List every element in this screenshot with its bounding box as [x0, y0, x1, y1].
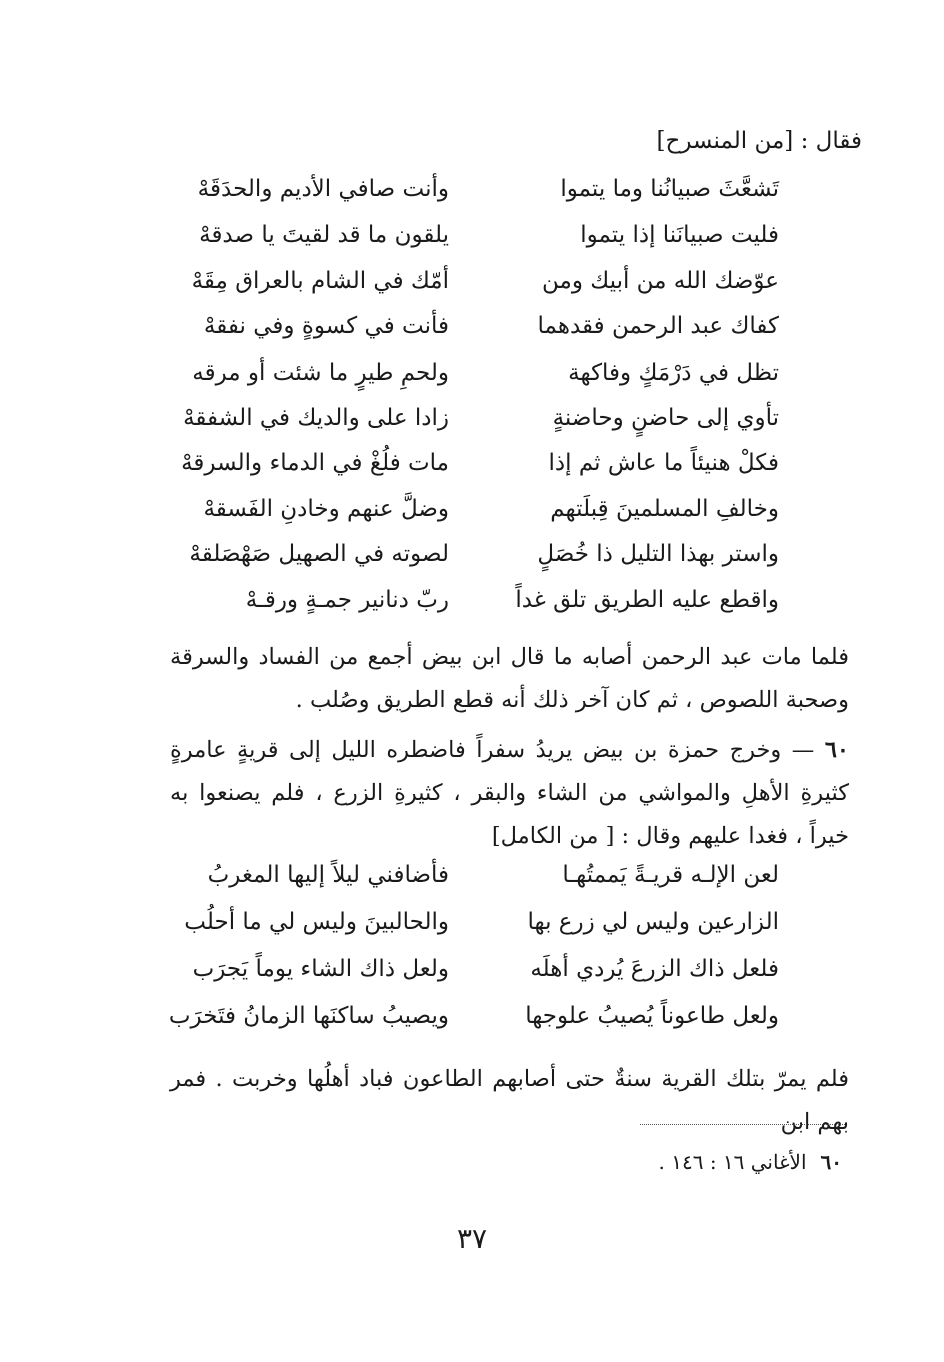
verse [204, 496, 779, 522]
verse-second-hemistich: فأنت في كسوةٍ وفي نفقهْ [203, 313, 449, 339]
paragraph-text: فلم يمرّ بتلك القرية سنةٌ حتى أصابهم الطاعون فباد أهلُها وخربت . فمر بهم ابن [170, 1066, 849, 1135]
verse-first-hemistich: ولعل طاعوناً يُصيبُ علوجها [525, 1003, 779, 1029]
verse-first-hemistich: واقطع عليه الطريق تلق غداً [515, 587, 779, 613]
paragraph-number: ٦٠ [824, 737, 849, 763]
verse [204, 587, 779, 613]
verse [179, 862, 779, 888]
verse-first-hemistich: فكلْ هنيئاً ما عاش ثم إذا [548, 450, 779, 476]
footnote-separator [640, 1124, 845, 1125]
verse-second-hemistich: لصوته في الصهيل صَهْصَلقهْ [189, 541, 449, 567]
paragraph [170, 1058, 849, 1144]
paragraph-text: فلما مات عبد الرحمن أصابه ما قال ابن بيض أجمع من الفساد والسرقة وصحبة اللصوص ، ثم كان آخر ذلك أنه قطع الطريق وصُلب . [170, 644, 849, 713]
verse [189, 541, 779, 567]
verse-first-hemistich: تَشعَّثَ صبيانُنا وما يتموا [560, 176, 779, 202]
verse-first-hemistich: عوّضك الله من أبيك ومن [542, 268, 779, 294]
verse-second-hemistich: يلقون ما قد لقيتَ يا صدقهْ [199, 222, 449, 248]
verse-first-hemistich: فلعل ذاك الزرعَ يُردي أهلَه [530, 956, 779, 982]
verse-second-hemistich: ولعل ذاك الشاء يوماً يَجرَب [192, 956, 449, 982]
verse [181, 450, 779, 476]
verse-second-hemistich: وأنت صافي الأديم والحدَقَهْ [197, 176, 449, 202]
verse-second-hemistich: ولحمِ طيرٍ ما شئت أو مرقه [192, 360, 449, 386]
verse-second-hemistich: مات فلُغْ في الدماء والسرقهْ [181, 450, 449, 476]
page-number: ٣٧ [456, 1222, 488, 1255]
poem-intro: فقال : [من المنسرح] [656, 128, 862, 154]
verse-first-hemistich: وخالفِ المسلمينَ قِبلَتهم [550, 496, 779, 522]
verse [183, 405, 779, 431]
verse [197, 176, 779, 202]
verse-first-hemistich: لعن الإلـه قريـةً يَممتُهـا [562, 862, 779, 888]
verse-first-hemistich: فليت صبيانَنا إذا يتموا [580, 222, 779, 248]
verse [204, 313, 779, 339]
verse-first-hemistich: تأوي إلى حاضنٍ وحاضنةٍ [552, 405, 779, 431]
verse-second-hemistich: وضلَّ عنهم وخادنِ الفَسقهْ [203, 496, 449, 522]
paragraph [170, 636, 849, 722]
verse-second-hemistich: زادا على والديك في الشفقهْ [183, 405, 449, 431]
paragraph-text: — وخرج حمزة بن بيض يريدُ سفراً فاضطره الليل إلى قريةٍ عامرةٍ كثيرةِ الأهلِ والمواشي من الشاء والبقر ، كثيرةِ الزرع ، فلم يصنعوا به خيراً ، فغدا عليهم وقال : [ من الكامل] [170, 737, 849, 849]
verse-first-hemistich: تظل في دَرْمَكٍ وفاكهة [568, 360, 779, 386]
verse-second-hemistich: ويصيبُ ساكنَها الزمانُ فتَخرَب [168, 1003, 449, 1029]
verse-first-hemistich: كفاك عبد الرحمن فقدهما [537, 313, 779, 339]
verse-second-hemistich: أمّك في الشام بالعراق مِقَهْ [191, 268, 449, 294]
verse-first-hemistich: واستر بهذا التليل ذا خُصَلٍ [537, 541, 779, 567]
verse [199, 222, 779, 248]
footnote-text: الأغاني ١٦ : ١٤٦ . [658, 1150, 807, 1174]
verse [191, 268, 779, 294]
verse-second-hemistich: ربّ دنانير جمـةٍ ورقـهْ [245, 587, 449, 613]
verse [192, 360, 779, 386]
footnote-number: ٦٠ [820, 1150, 842, 1174]
numbered-paragraph [170, 729, 849, 858]
footnote [659, 1150, 842, 1174]
verse-second-hemistich: والحالبينَ وليس لي ما أحلُب [184, 909, 449, 935]
verse [168, 1003, 779, 1029]
verse-second-hemistich: فأضافني ليلاً إليها المغربُ [207, 862, 449, 888]
verse [179, 956, 779, 982]
verse [179, 909, 779, 935]
verse-first-hemistich: الزارعين وليس لي زرع بها [527, 909, 779, 935]
